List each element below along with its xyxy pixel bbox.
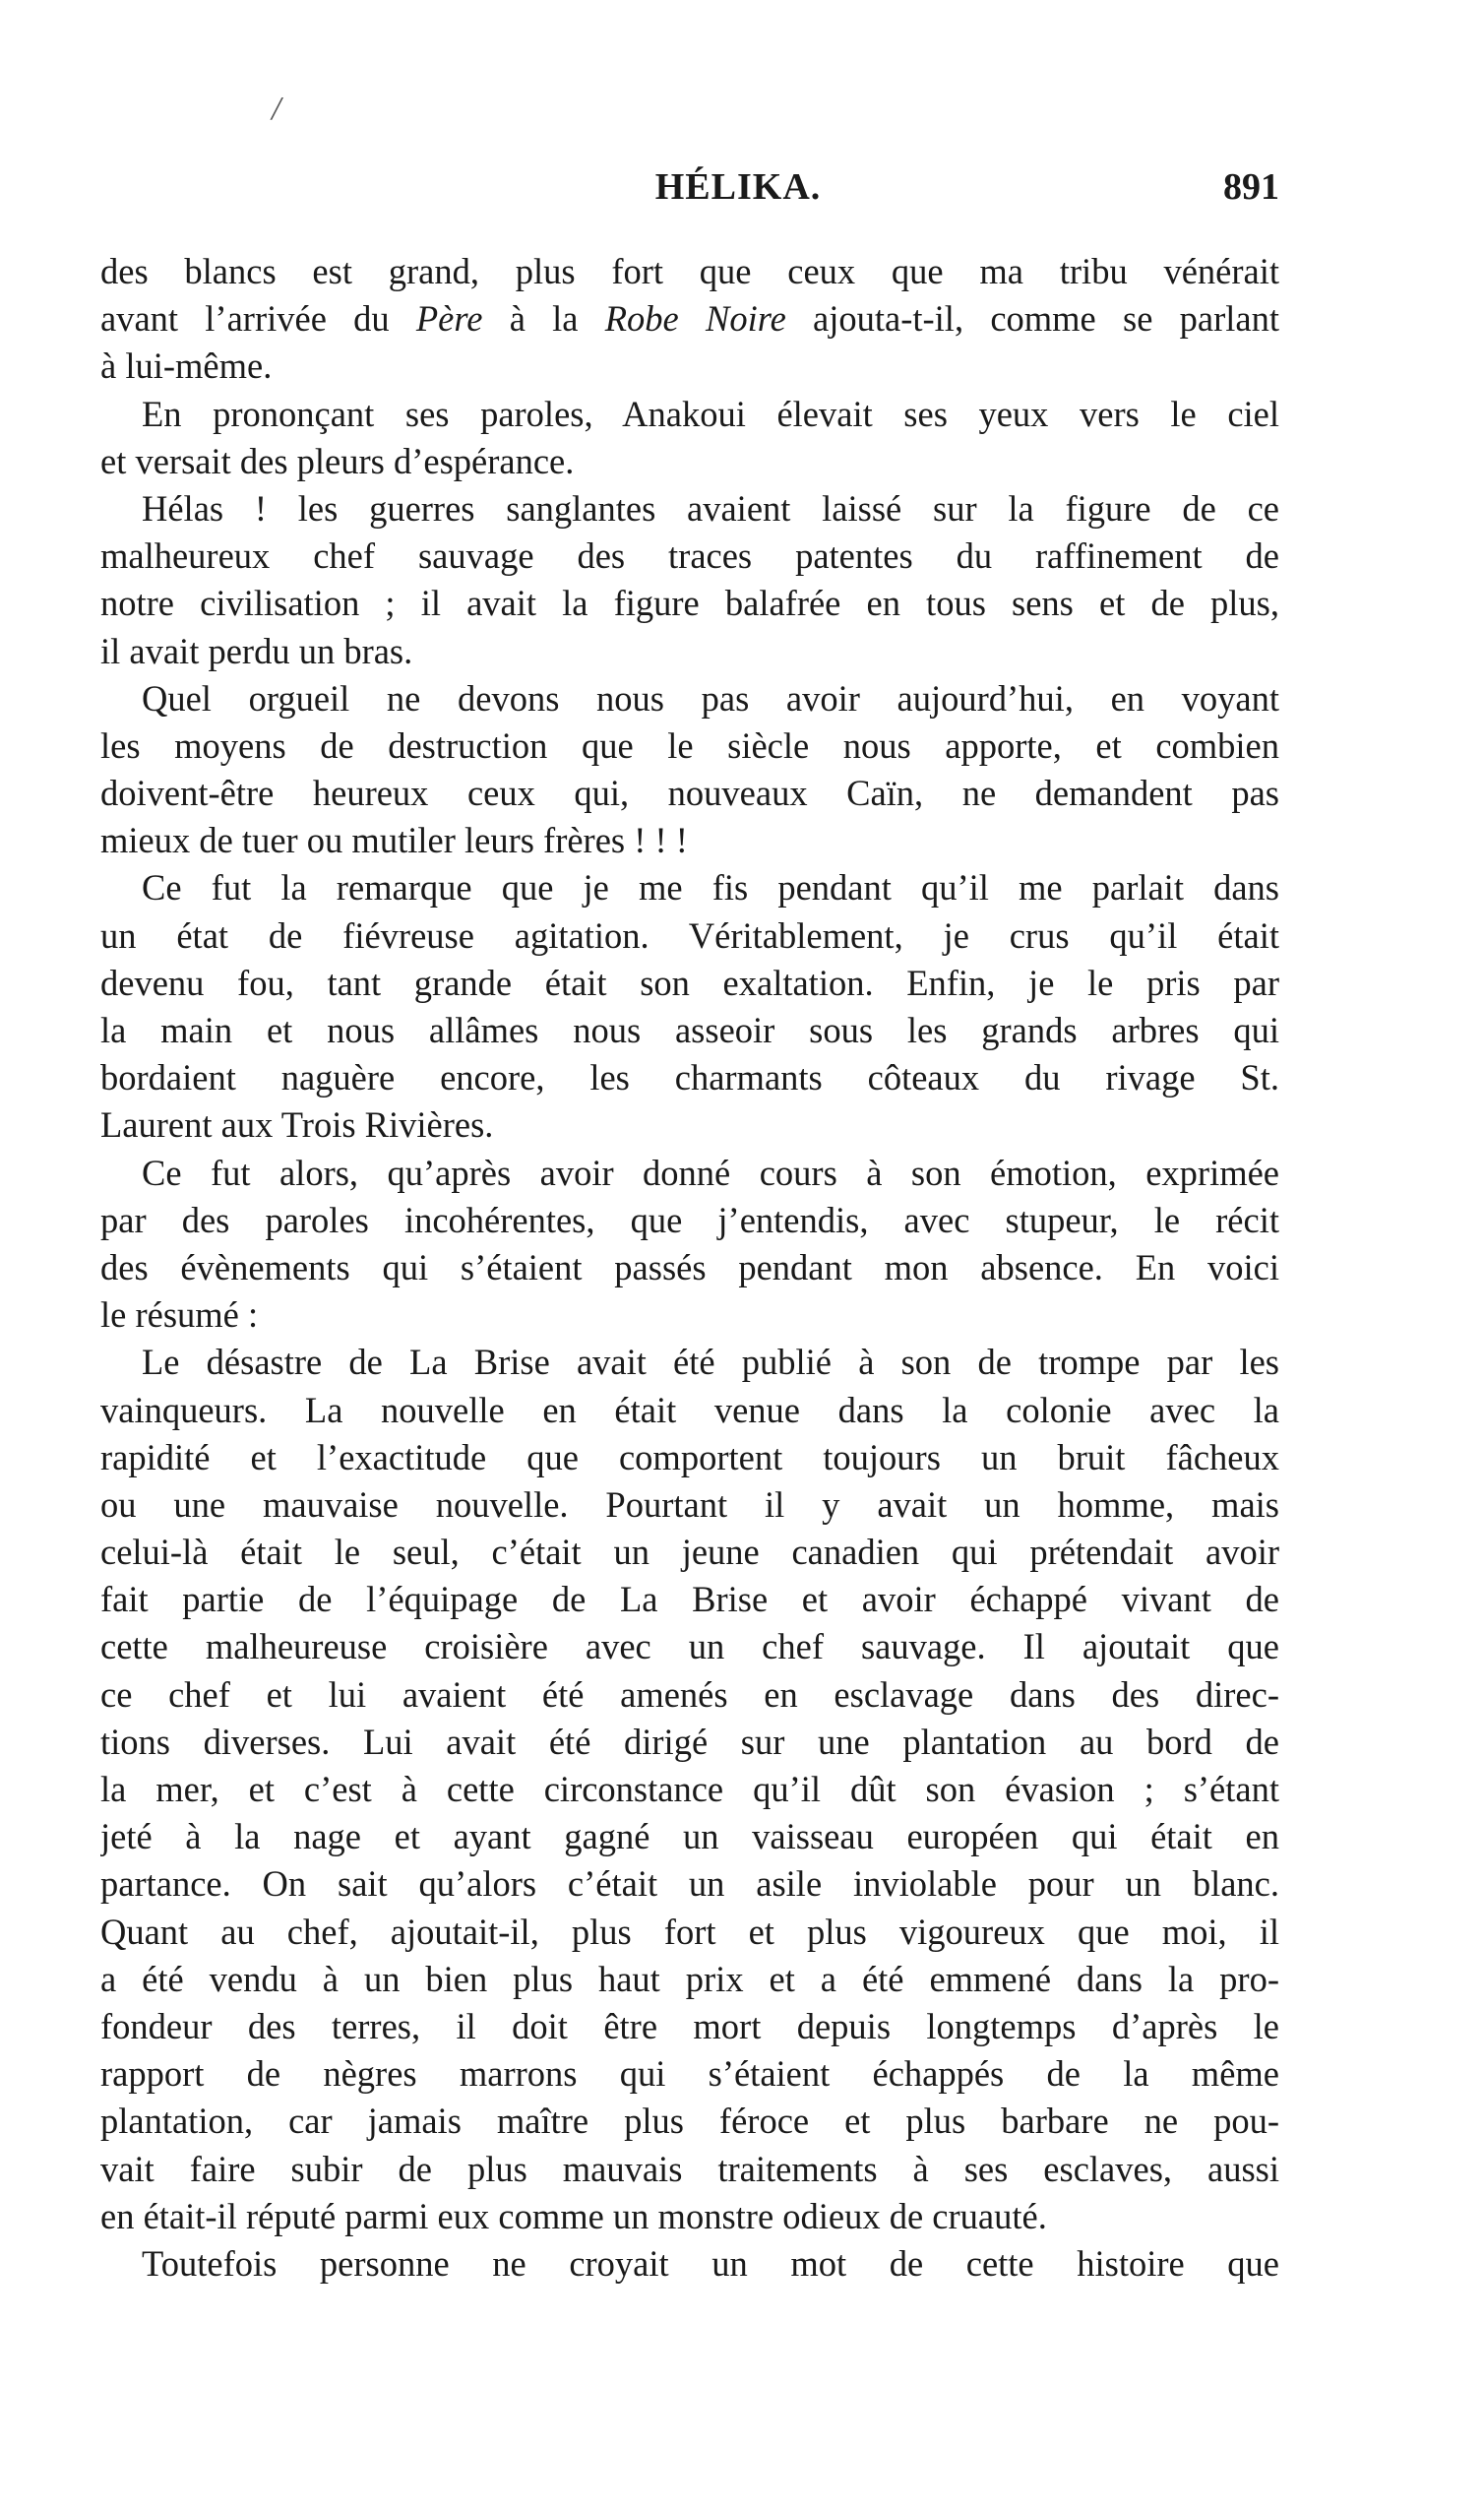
text-line: et versait des pleurs d’espérance.	[100, 440, 575, 481]
page-number: 891	[1223, 166, 1279, 208]
text-line: Ce fut alors, qu’après avoir donné cours à son émotion, exprimée	[142, 1152, 1279, 1193]
text-line: malheureux chef sauvage des traces patentes du raffinement de	[100, 535, 1279, 577]
text-line: bordaient naguère encore, les charmants côteaux du rivage St.	[100, 1057, 1279, 1098]
text-line: en était-il réputé parmi eux comme un monstre odieux de cruauté.	[100, 2195, 1047, 2236]
text-line: cette malheureuse croisière avec un chef sauvage. Il ajoutait que	[100, 1626, 1279, 1667]
running-head	[98, 165, 1279, 215]
text-line: Quel orgueil ne devons nous pas avoir aujourd’hui, en voyant	[142, 677, 1279, 719]
text-line: mieux de tuer ou mutiler leurs frères ! ! !	[100, 820, 688, 861]
text-line: Laurent aux Trois Rivières.	[100, 1104, 494, 1146]
running-title: HÉLIKA.	[654, 166, 822, 208]
text-line: Le désastre de La Brise avait été publié à son de trompe par les	[142, 1342, 1279, 1383]
body-text	[100, 248, 1279, 2288]
text-line: le résumé :	[100, 1294, 259, 1336]
text-line: En prononçant ses paroles, Anakoui élevait ses yeux vers le ciel	[142, 393, 1279, 434]
text-line: un état de fiévreuse agitation. Véritablement, je crus qu’il était	[100, 914, 1279, 956]
text-line: plantation, car jamais maître plus féroce et plus barbare ne pou-	[100, 2101, 1279, 2142]
text-line: a été vendu à un bien plus haut prix et a été emmené dans la pro-	[100, 1958, 1279, 1999]
text-line: la mer, et c’est à cette circonstance qu’il dût son évasion ; s’étant	[100, 1769, 1279, 1809]
text-line: par des paroles incohérentes, que j’entendis, avec stupeur, le récit	[100, 1199, 1279, 1240]
text-line: notre civilisation ; il avait la figure balafrée en tous sens et de plus,	[100, 583, 1279, 624]
text-line: partance. On sait qu’alors c’était un asile inviolable pour un blanc.	[100, 1863, 1279, 1905]
text-line: Quant au chef, ajoutait-il, plus fort et plus vigoureux que moi, il	[100, 1911, 1279, 1952]
text-line: ce chef et lui avaient été amenés en esclavage dans des direc-	[100, 1673, 1279, 1715]
text-line: fait partie de l’équipage de La Brise et avoir échappé vivant de	[100, 1579, 1279, 1620]
text-line: avant l’arrivée du Père à la Robe Noire ajouta-t-il, comme se parlant	[100, 298, 1279, 340]
text-line: celui-là était le seul, c’était un jeune canadien qui prétendait avoir	[100, 1532, 1279, 1573]
text-line: Ce fut la remarque que je me fis pendant qu’il me parlait dans	[142, 867, 1279, 909]
stray-mark: /	[272, 91, 281, 127]
text-line: Toutefois personne ne croyait un mot de cette histoire que	[142, 2242, 1279, 2284]
text-line: devenu fou, tant grande était son exaltation. Enfin, je le pris par	[100, 962, 1279, 1003]
text-line: des évènements qui s’étaient passés pendant mon absence. En voici	[100, 1246, 1279, 1287]
text-line: fondeur des terres, il doit être mort depuis longtemps d’après le	[100, 2005, 1279, 2046]
text-line: vait faire subir de plus mauvais traitements à ses esclaves, aussi	[100, 2148, 1279, 2189]
text-line: rapidité et l’exactitude que comportent toujours un bruit fâcheux	[100, 1436, 1279, 1477]
text-line: Hélas ! les guerres sanglantes avaient laissé sur la figure de ce	[142, 487, 1279, 529]
text-line: des blancs est grand, plus fort que ceux que ma tribu vénérait	[100, 251, 1279, 291]
text-line: vainqueurs. La nouvelle en était venue dans la colonie avec la	[100, 1389, 1279, 1430]
text-line: ou une mauvaise nouvelle. Pourtant il y avait un homme, mais	[100, 1483, 1279, 1525]
text-line: jeté à la nage et ayant gagné un vaisseau européen qui était en	[100, 1816, 1279, 1857]
text-line: doivent-être heureux ceux qui, nouveaux Caïn, ne demandent pas	[100, 773, 1279, 814]
text-line: il avait perdu un bras.	[100, 630, 413, 671]
text-line: à lui-même.	[100, 345, 273, 387]
text-line: tions diverses. Lui avait été dirigé sur une plantation au bord de	[100, 1721, 1279, 1762]
text-line: la main et nous allâmes nous asseoir sous les grands arbres qui	[100, 1010, 1279, 1050]
text-line: rapport de nègres marrons qui s’étaient échappés de la même	[100, 2053, 1279, 2095]
text-line: les moyens de destruction que le siècle nous apporte, et combien	[100, 724, 1279, 766]
